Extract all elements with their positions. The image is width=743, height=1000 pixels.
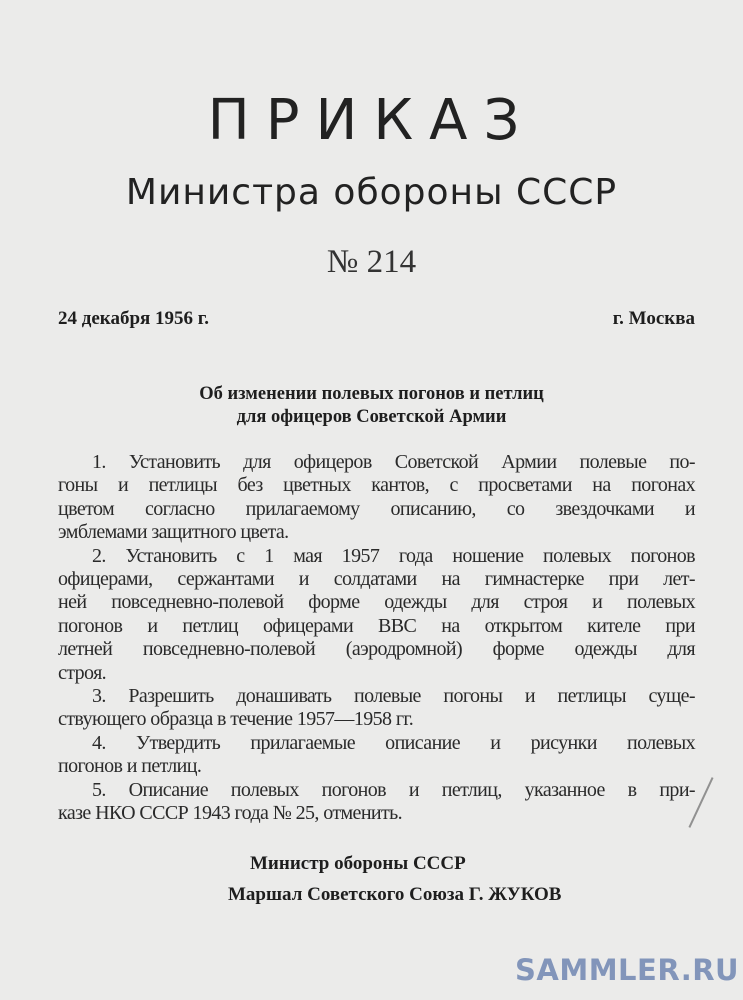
paragraph-line <box>58 732 695 755</box>
paragraph-line <box>58 545 695 568</box>
line-text: 5. Описание полевых погонов и петлиц, указанное в при- <box>92 778 695 801</box>
order-date: 24 декабря 1956 г. <box>58 308 210 329</box>
paragraph-line <box>58 451 695 474</box>
paragraph-line <box>58 521 695 544</box>
paragraph-line <box>58 568 695 591</box>
signature-name: Маршал Советского Союза Г. ЖУКОВ <box>228 884 562 905</box>
paragraph-line <box>58 638 695 661</box>
paragraph-line <box>58 708 695 731</box>
paragraph-line <box>58 685 695 708</box>
order-heading <box>0 383 743 429</box>
paragraph-line <box>58 755 695 778</box>
order-body <box>58 451 695 826</box>
paragraph <box>58 732 695 779</box>
watermark: SAMMLER.RU <box>515 953 740 987</box>
line-text: казе НКО СССР 1943 года № 25, отменить. <box>58 802 403 825</box>
document-title: ПРИКАЗ <box>207 88 536 153</box>
paragraph-line <box>58 662 695 685</box>
paragraph-line <box>58 779 695 802</box>
line-text: ней повседневно-полевой форме одежды для строя и полевых <box>58 591 695 614</box>
signature-position: Министр обороны СССР <box>250 853 466 874</box>
line-text: строя. <box>58 661 107 684</box>
paragraph-line <box>58 615 695 638</box>
order-number: № 214 <box>326 244 417 280</box>
line-text: эмблемами защитного цвета. <box>58 521 289 544</box>
paragraph-line <box>58 498 695 521</box>
paragraph-line <box>58 474 695 497</box>
line-text: 2. Установить с 1 мая 1957 года ношение полевых погонов <box>92 544 695 567</box>
line-text: 1. Установить для офицеров Советской Армии полевые по- <box>92 451 695 473</box>
line-text: цветом согласно прилагаемому описанию, со звездочками и <box>58 497 695 520</box>
line-text: 4. Утвердить прилагаемые описание и рисунки полевых <box>92 731 695 754</box>
paragraph <box>58 451 695 545</box>
paragraph <box>58 685 695 732</box>
line-text: офицерами, сержантами и солдатами на гимнастерке при лет- <box>58 568 695 591</box>
line-text: погонов и петлиц. <box>58 755 202 778</box>
paragraph <box>58 779 695 826</box>
paragraph-line <box>58 591 695 614</box>
document-subtitle: Министра обороны СССР <box>125 172 618 213</box>
order-place: г. Москва <box>612 308 695 329</box>
paragraph <box>58 545 695 685</box>
line-text: погонов и петлиц офицерами ВВС на открытом кителе при <box>58 614 695 637</box>
line-text: летней повседневно-полевой (аэродромной) форме одежды для <box>58 638 695 661</box>
paragraph-line <box>58 802 695 825</box>
line-text: 3. Разрешить донашивать полевые погоны и петлицы суще- <box>92 685 695 708</box>
heading-line: Об изменении полевых погонов и петлиц <box>199 384 544 404</box>
line-text: гоны и петлицы без цветных кантов, с просветами на погонах <box>58 474 695 497</box>
heading-line: для офицеров Советской Армии <box>236 407 507 427</box>
line-text: ствующего образца в течение 1957—1958 гг. <box>58 708 414 731</box>
